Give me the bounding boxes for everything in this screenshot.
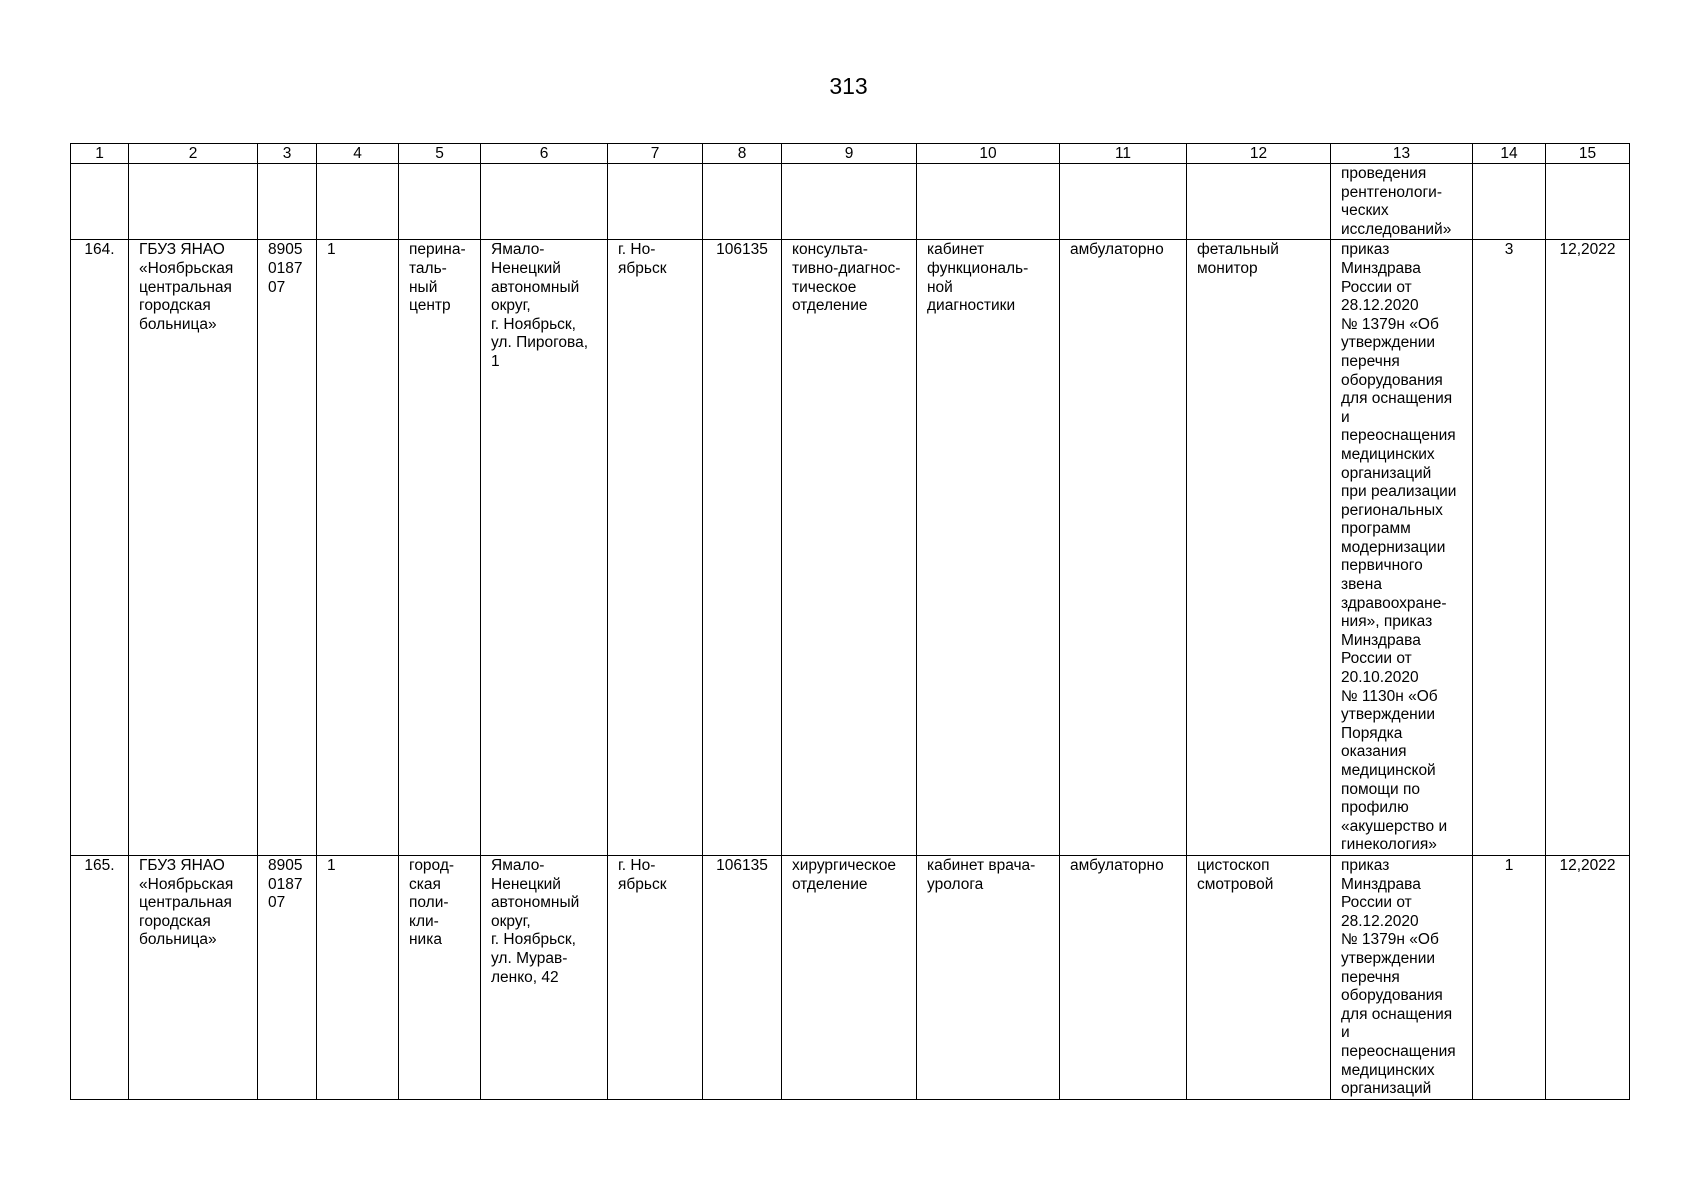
care-mode-cell: амбулаторно [1060, 240, 1187, 856]
header-cell: 2 [129, 144, 258, 164]
header-cell: 1 [71, 144, 129, 164]
header-cell: 4 [317, 144, 399, 164]
quantity-cell: 3 [1473, 240, 1546, 856]
city-cell: г. Но- ябрьск [608, 855, 703, 1099]
table-cell [917, 164, 1060, 240]
room-cell: кабинет врача- уролога [917, 855, 1060, 1099]
department-cell: хирургическое отделение [782, 855, 917, 1099]
header-cell: 3 [258, 144, 317, 164]
table-cell [258, 164, 317, 240]
header-cell: 9 [782, 144, 917, 164]
page-number: 313 [829, 73, 868, 99]
unit-cell: город- ская поли- кли- ника [399, 855, 481, 1099]
city-cell: г. Но- ябрьск [608, 240, 703, 856]
table-cell [782, 164, 917, 240]
organization-cell: ГБУЗ ЯНАО «Ноябрьская центральная городская больница» [129, 855, 258, 1099]
header-cell: 7 [608, 144, 703, 164]
table-cell [703, 164, 782, 240]
header-cell: 5 [399, 144, 481, 164]
header-cell: 10 [917, 144, 1060, 164]
header-cell: 15 [1546, 144, 1630, 164]
header-cell: 13 [1331, 144, 1473, 164]
table-cell [1473, 164, 1546, 240]
table-row [71, 855, 1630, 1099]
unit-cell: перина- таль- ный центр [399, 240, 481, 856]
header-cell: 12 [1187, 144, 1331, 164]
table-cell [1546, 164, 1630, 240]
code-cell: 8905 0187 07 [258, 855, 317, 1099]
date-cell: 12,2022 [1546, 240, 1630, 856]
quantity-cell: 1 [1473, 855, 1546, 1099]
column-4-cell: 1 [317, 240, 399, 856]
header-cell: 14 [1473, 144, 1546, 164]
basis-cell: приказ Минздрава России от 28.12.2020 № 1379н «Об утверждении перечня оборудования для оснащения и переоснащения медицинских организаций [1331, 855, 1473, 1099]
department-cell: консульта- тивно-диагнос- тическое отделение [782, 240, 917, 856]
table-cell [1187, 164, 1331, 240]
header-cell: 6 [481, 144, 608, 164]
room-cell: кабинет функциональ- ной диагностики [917, 240, 1060, 856]
organization-cell: ГБУЗ ЯНАО «Ноябрьская центральная городская больница» [129, 240, 258, 856]
table-row-continuation [71, 164, 1630, 240]
table-cell [481, 164, 608, 240]
column-8-cell: 106135 [703, 855, 782, 1099]
header-cell: 11 [1060, 144, 1187, 164]
equipment-registry-table [70, 143, 1630, 1100]
address-cell: Ямало- Ненецкий автономный округ, г. Ноябрьск, ул. Пирогова, 1 [481, 240, 608, 856]
row-number-cell: 165. [71, 855, 129, 1099]
table-cell [71, 164, 129, 240]
date-cell: 12,2022 [1546, 855, 1630, 1099]
table-row [71, 240, 1630, 856]
address-cell: Ямало- Ненецкий автономный округ, г. Ноябрьск, ул. Мурав- ленко, 42 [481, 855, 608, 1099]
equipment-cell: фетальный монитор [1187, 240, 1331, 856]
table-cell [1060, 164, 1187, 240]
equipment-cell: цистоскоп смотровой [1187, 855, 1331, 1099]
header-cell: 8 [703, 144, 782, 164]
code-cell: 8905 0187 07 [258, 240, 317, 856]
column-4-cell: 1 [317, 855, 399, 1099]
row-number-cell: 164. [71, 240, 129, 856]
care-mode-cell: амбулаторно [1060, 855, 1187, 1099]
header-row [71, 144, 1630, 164]
table-cell [608, 164, 703, 240]
basis-cell: приказ Минздрава России от 28.12.2020 № 1379н «Об утверждении перечня оборудования для оснащения и переоснащения медицинских организаций при реализации региональных программ модернизации первичного звена здравоохране- ния», приказ Минздрава России от 20.10.2020 № 1130н «Об утверждении Порядка оказания медицинской помощи по профилю «акушерство и гинекология» [1331, 240, 1473, 856]
column-8-cell: 106135 [703, 240, 782, 856]
table-cell [129, 164, 258, 240]
table-cell [317, 164, 399, 240]
table-cell [399, 164, 481, 240]
basis-cell: проведения рентгенологи- ческих исследований» [1331, 164, 1473, 240]
